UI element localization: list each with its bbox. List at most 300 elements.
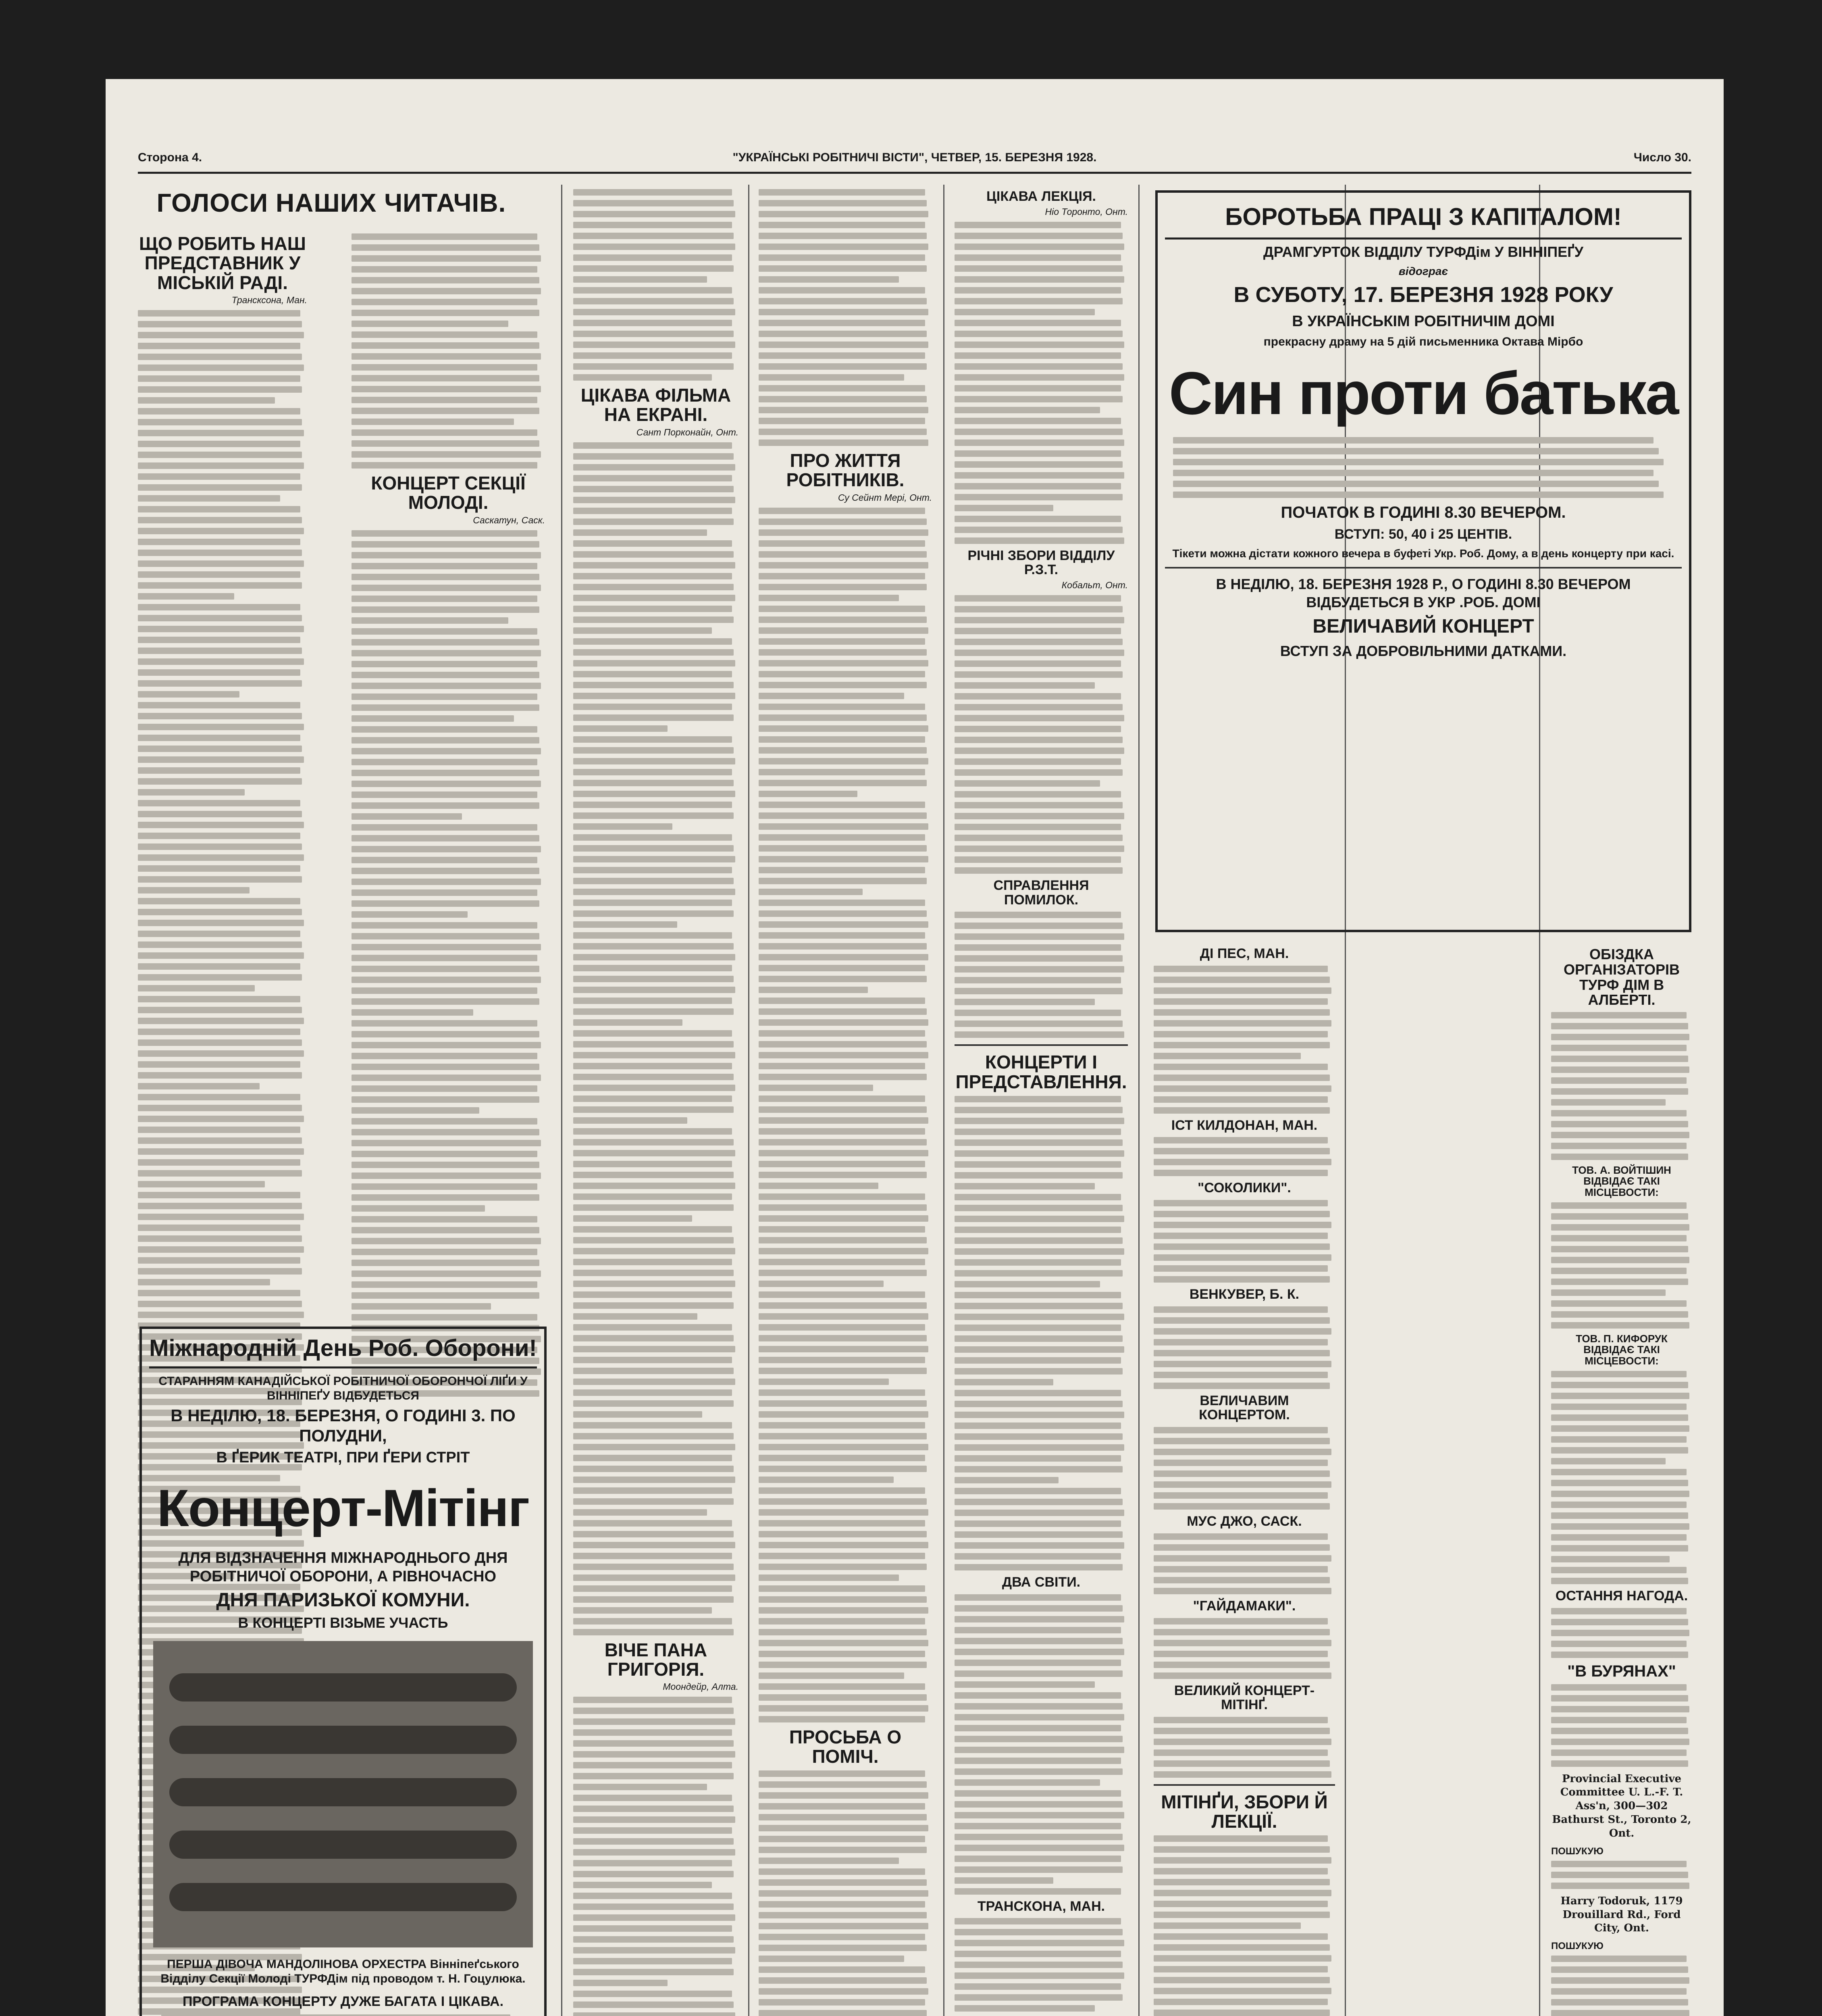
text-line (1551, 1121, 1688, 1127)
text-line (759, 1945, 927, 1951)
text-line (573, 1324, 732, 1331)
text-line (573, 1095, 732, 1102)
text-line (759, 363, 927, 370)
text-line (955, 1627, 1121, 1633)
text-line (759, 638, 925, 645)
text-line (573, 1150, 735, 1156)
text-line (955, 660, 1121, 667)
text-line (573, 1816, 735, 1823)
text-line (138, 517, 302, 523)
text-line (955, 1564, 1123, 1570)
text-line (573, 1958, 732, 1964)
text-line (352, 857, 537, 863)
column-5 (955, 185, 1128, 2016)
text-line (759, 1074, 927, 1080)
photo-caption: ПЕРША ДІВОЧА МАНДОЛІНОВА ОРХЕСТРА Вінніпеґського Відділу Секції Молоді ТУРФДім під проводом т. Н. Гоцулюка. (160, 1958, 526, 1986)
text-line (759, 595, 899, 601)
text-line (759, 1466, 927, 1472)
text-line (138, 484, 302, 491)
text-line (1551, 1154, 1688, 1160)
text-line (573, 780, 734, 786)
text-line (352, 310, 539, 316)
text-line (759, 1291, 925, 1298)
text-line (573, 1444, 735, 1450)
text-line (138, 1290, 300, 1296)
text-line (573, 965, 732, 971)
text-line (138, 843, 302, 850)
text-line (1154, 1243, 1330, 1250)
text-line (352, 397, 537, 403)
article-body (759, 1770, 932, 2016)
ad-line: ВСТУП: 50, 40 і 25 ЦЕНТІВ. (1334, 527, 1512, 542)
text-line (759, 1553, 925, 1559)
text-line (759, 682, 927, 688)
text-line (138, 1235, 302, 1242)
text-line (759, 396, 927, 402)
text-line (138, 1170, 302, 1177)
text-line (759, 1923, 928, 1929)
text-line (759, 519, 927, 525)
text-line (1551, 1883, 1689, 1889)
text-line (955, 1594, 1121, 1601)
text-line (1551, 1311, 1688, 1318)
text-line (352, 585, 541, 591)
text-line (955, 1227, 1121, 1233)
text-line (955, 1422, 1121, 1429)
text-line (955, 1259, 1121, 1266)
text-line (1551, 1739, 1689, 1745)
text-line (352, 933, 539, 939)
notice-label: ПОШУКУЮ (1551, 1845, 1604, 1857)
text-line (573, 1806, 734, 1812)
text-line (1154, 1640, 1331, 1646)
text-line (1551, 1143, 1687, 1149)
text-line (573, 486, 734, 492)
text-line (573, 1411, 702, 1418)
text-line (759, 331, 927, 337)
text-line (955, 1660, 1121, 1666)
text-line (1551, 1999, 1688, 2006)
text-line (138, 1116, 304, 1122)
section-heading: ТОВ. А. ВОЙТІШИН ВІДВІДАЄ ТАКІ МІСЦЕВОСТИ: (1572, 1164, 1671, 1198)
text-line (759, 867, 925, 873)
text-line (352, 770, 539, 776)
text-line (352, 977, 541, 983)
text-line (138, 778, 302, 785)
text-line (955, 1107, 1123, 1113)
text-line (759, 1956, 904, 1962)
text-line (759, 1781, 927, 1788)
text-line (759, 943, 927, 950)
text-line (573, 769, 732, 775)
text-line (759, 1629, 927, 1635)
text-line (1551, 1404, 1687, 1410)
text-line (759, 1770, 925, 1777)
text-line (138, 702, 300, 708)
ad-line: ДЛЯ ВІДЗНАЧЕННЯ МІЖНАРОДНЬОГО ДНЯ РОБІТНИЧОЇ ОБОРОНИ, А РІВНОЧАСНО (178, 1549, 508, 1585)
text-line (955, 472, 1124, 479)
text-line (1551, 1695, 1688, 1702)
ad-line: Тікети можна дістати кожного вечера в буфеті Укр. Роб. Дому, а в день концерту при касі. (1172, 547, 1674, 560)
text-line (955, 1801, 1123, 1808)
text-line (573, 1509, 707, 1516)
dateline: Трансксона, Ман. (231, 294, 307, 305)
text-line (138, 822, 304, 828)
text-line (1154, 1361, 1331, 1367)
text-line (138, 1105, 302, 1111)
text-line (573, 987, 735, 993)
text-line (573, 1248, 735, 1254)
text-line (1551, 1110, 1687, 1116)
text-line (573, 1893, 732, 1899)
text-line (1154, 1988, 1331, 1994)
text-line (955, 1335, 1123, 1342)
ad-headline: Концерт-Мітінг (157, 1479, 529, 1538)
text-line (573, 1237, 734, 1243)
text-line (759, 352, 925, 359)
text-line (759, 189, 925, 196)
text-line (1551, 1717, 1687, 1723)
text-line (573, 1259, 732, 1265)
text-line (138, 615, 302, 621)
text-line (759, 693, 904, 699)
text-line (573, 1564, 734, 1570)
text-line (955, 1237, 1123, 1244)
text-line (138, 1159, 300, 1166)
text-line (759, 1618, 925, 1624)
text-line (759, 1585, 925, 1592)
text-line (1154, 977, 1330, 983)
text-line (1154, 1868, 1328, 1874)
text-line (1154, 1555, 1331, 1562)
text-line (955, 1488, 1121, 1494)
text-line (573, 921, 677, 928)
text-line (352, 1216, 537, 1223)
text-line (759, 1836, 925, 1842)
ad-line: ВЕЛИЧАВИЙ КОНЦЕРТ (1312, 615, 1534, 637)
ad-line: ДРАМГУРТОК ВІДДІЛУ ТУРФДім У ВІННІПЕҐУ (1263, 244, 1584, 260)
text-line (352, 266, 537, 273)
text-line (573, 1914, 735, 1921)
text-line (955, 628, 1121, 634)
text-line (352, 321, 508, 327)
text-line (573, 1008, 734, 1015)
text-line (138, 767, 300, 774)
text-line (955, 2005, 1095, 2012)
text-line (955, 1888, 1121, 1895)
text-line (352, 288, 541, 294)
text-line (759, 1509, 928, 1516)
text-line (955, 1877, 1053, 1884)
text-line (573, 1784, 707, 1790)
text-line (759, 320, 925, 326)
text-line (352, 694, 537, 700)
text-line (573, 1106, 734, 1113)
text-line (138, 648, 302, 654)
text-line (573, 1827, 732, 1834)
text-line (955, 1499, 1123, 1505)
text-line (1551, 1684, 1687, 1691)
text-line (573, 682, 734, 688)
text-line (955, 595, 1121, 602)
text-line (955, 1856, 1121, 1862)
text-line (759, 1215, 928, 1222)
text-line (352, 922, 537, 929)
article-body (1154, 966, 1335, 1114)
page-label: Сторона 4. (138, 151, 202, 164)
text-line (955, 846, 1124, 852)
article-body (1154, 1618, 1335, 1679)
text-line (138, 909, 302, 915)
text-line (1154, 1170, 1328, 1176)
text-line (1154, 1470, 1330, 1477)
text-line (955, 693, 1121, 700)
article-title: ВІЧЕ ПАНА ГРИГОРІЯ. (604, 1639, 707, 1680)
text-line (759, 1662, 927, 1668)
text-line (955, 1531, 1123, 1538)
text-line (573, 747, 734, 754)
text-line (573, 1052, 735, 1058)
section-heading: МУС ДЖО, САСК. (1187, 1514, 1302, 1529)
text-line (352, 1194, 539, 1201)
divider (1154, 1784, 1335, 1786)
text-line (573, 1215, 692, 1222)
article-title: ПРОСЬБА О ПОМІЧ. (789, 1726, 902, 1767)
ad-body (1173, 437, 1674, 498)
text-line (138, 539, 300, 545)
text-line (955, 1270, 1123, 1277)
article-body (1154, 1306, 1335, 1389)
text-line (352, 233, 537, 240)
play-title: "ГАЙДАМАКИ". (1193, 1598, 1296, 1614)
text-line (955, 912, 1121, 918)
text-line (759, 439, 928, 446)
text-line (573, 1030, 732, 1037)
text-line (955, 1303, 1123, 1309)
text-line (759, 298, 927, 304)
text-line (1154, 1588, 1331, 1594)
text-line (1551, 1202, 1687, 1209)
text-line (138, 397, 275, 404)
text-line (759, 1335, 927, 1341)
article-body (955, 222, 1128, 544)
text-line (759, 1694, 927, 1701)
address: Harry Todoruk, 1179 Drouillard Rd., Ford City, Ont. (1560, 1895, 1683, 1935)
article-title: ТРАНСКОНА, МАН. (977, 1898, 1105, 1914)
text-line (573, 616, 734, 623)
text-line (1154, 1233, 1328, 1239)
text-line (1154, 1890, 1331, 1896)
text-line (759, 540, 925, 547)
text-line (955, 1455, 1121, 1462)
text-line (759, 287, 925, 294)
text-line (759, 921, 928, 928)
text-line (759, 780, 927, 786)
article-title: КОНЦЕРТ СЕКЦІЇ МОЛОДІ. (371, 473, 526, 513)
text-line (138, 1268, 302, 1275)
section-heading: ДІ ПЕС, МАН. (1200, 946, 1289, 961)
text-line (1551, 2010, 1689, 2016)
text-line (573, 823, 672, 830)
text-line (955, 1248, 1124, 1255)
text-line (759, 1879, 927, 1886)
text-line (759, 374, 904, 381)
text-line (352, 563, 537, 569)
text-line (573, 1226, 732, 1233)
text-line (138, 680, 302, 687)
text-line (138, 1061, 300, 1068)
text-line (1551, 1066, 1689, 1073)
text-line (138, 1094, 300, 1100)
text-line (573, 1183, 735, 1189)
text-line (573, 595, 735, 601)
text-line (138, 419, 302, 425)
text-line (955, 966, 1124, 973)
text-line (352, 900, 539, 907)
text-line (573, 1346, 735, 1352)
text-line (759, 211, 928, 217)
text-line (1551, 1012, 1687, 1018)
text-line (352, 541, 539, 548)
text-line (759, 1095, 925, 1102)
text-line (138, 1039, 302, 1046)
text-line (955, 1940, 1124, 1946)
text-line (573, 867, 732, 873)
play-ad (1155, 190, 1691, 932)
text-line (573, 1466, 734, 1472)
text-line (573, 189, 732, 196)
text-line (955, 298, 1123, 304)
text-line (759, 1574, 899, 1581)
article-body (955, 1918, 1128, 2016)
text-line (1551, 1872, 1688, 1878)
text-line (759, 856, 928, 862)
text-line (759, 342, 928, 348)
text-line (1551, 1132, 1689, 1138)
text-line (138, 495, 280, 502)
text-line (573, 508, 732, 514)
text-line (759, 1934, 925, 1940)
ad-line: прекрасну драму на 5 дій письменника Октава Мірбо (1263, 335, 1583, 348)
text-line (573, 660, 735, 666)
text-line (759, 1172, 927, 1178)
ad-line: ПОЧАТОК В ГОДИНІ 8.30 ВЕЧЕРОМ. (1281, 504, 1566, 521)
text-line (352, 574, 539, 580)
text-line (759, 660, 928, 666)
article-body (1154, 1717, 1335, 1778)
text-line (1154, 1096, 1328, 1103)
text-line (352, 1075, 541, 1081)
text-line (138, 1007, 302, 1013)
text-line (352, 552, 541, 558)
text-line (138, 1257, 300, 1264)
text-line (352, 1260, 539, 1266)
text-line (573, 200, 734, 206)
text-line (1154, 1020, 1331, 1027)
text-line (1154, 1222, 1331, 1228)
text-line (352, 835, 539, 841)
text-line (1154, 1339, 1328, 1345)
text-line (1551, 1382, 1688, 1388)
text-line (955, 450, 1121, 457)
text-line (759, 823, 928, 830)
play-title: "СОКОЛИКИ". (1198, 1180, 1291, 1196)
text-line (1154, 1977, 1330, 1983)
text-line (573, 1335, 734, 1341)
divider (955, 1044, 1128, 1046)
text-line (138, 321, 302, 327)
text-line (352, 375, 539, 381)
text-line (759, 845, 927, 852)
text-line (138, 669, 300, 676)
text-line (955, 1194, 1121, 1200)
text-line (759, 1128, 925, 1135)
text-line (759, 1389, 925, 1396)
text-line (1173, 481, 1659, 487)
text-line (573, 1936, 734, 1943)
article-body (955, 1594, 1128, 1895)
address: Provincial Executive Committee U. L.-F. T. Ass'n, 300—302 Bathurst St., Toronto 2, Ont. (1552, 1772, 1691, 1839)
text-line (573, 1041, 734, 1048)
text-line (352, 244, 539, 251)
text-line (759, 704, 925, 710)
text-line (573, 1882, 712, 1888)
text-line (955, 1357, 1121, 1364)
text-line (759, 1357, 925, 1363)
text-line (1551, 1861, 1687, 1867)
text-line (1154, 1739, 1331, 1745)
text-line (138, 1203, 302, 1209)
text-line (573, 1455, 732, 1461)
text-line (573, 254, 732, 261)
text-line (955, 1520, 1121, 1527)
text-line (352, 1140, 541, 1146)
text-line (1154, 1042, 1330, 1048)
text-line (138, 354, 302, 360)
text-line (759, 616, 927, 623)
text-line (573, 1400, 734, 1407)
ad-line: відограє (1398, 265, 1448, 277)
text-line (759, 910, 927, 917)
text-line (1154, 1846, 1330, 1853)
text-line (1154, 1427, 1328, 1433)
text-line (955, 1510, 1124, 1516)
text-line (573, 309, 735, 315)
article-body (1154, 1427, 1335, 1510)
text-line (955, 769, 1123, 776)
text-line (352, 1020, 537, 1027)
newspaper-page (106, 79, 1724, 2016)
text-line (573, 551, 734, 558)
text-line (573, 1607, 712, 1614)
text-line (1551, 1619, 1688, 1625)
text-line (759, 551, 927, 558)
text-line (1551, 1289, 1666, 1296)
text-line (1551, 1414, 1688, 1421)
text-line (955, 385, 1121, 392)
text-line (138, 343, 300, 349)
text-line (955, 396, 1123, 402)
text-line (955, 363, 1123, 370)
text-line (573, 791, 735, 797)
text-line (759, 1672, 904, 1679)
text-line (759, 1847, 927, 1853)
text-line (759, 1422, 925, 1429)
text-line (573, 671, 732, 677)
text-line (759, 1346, 928, 1352)
text-line (1154, 1901, 1328, 1907)
text-line (573, 900, 732, 906)
